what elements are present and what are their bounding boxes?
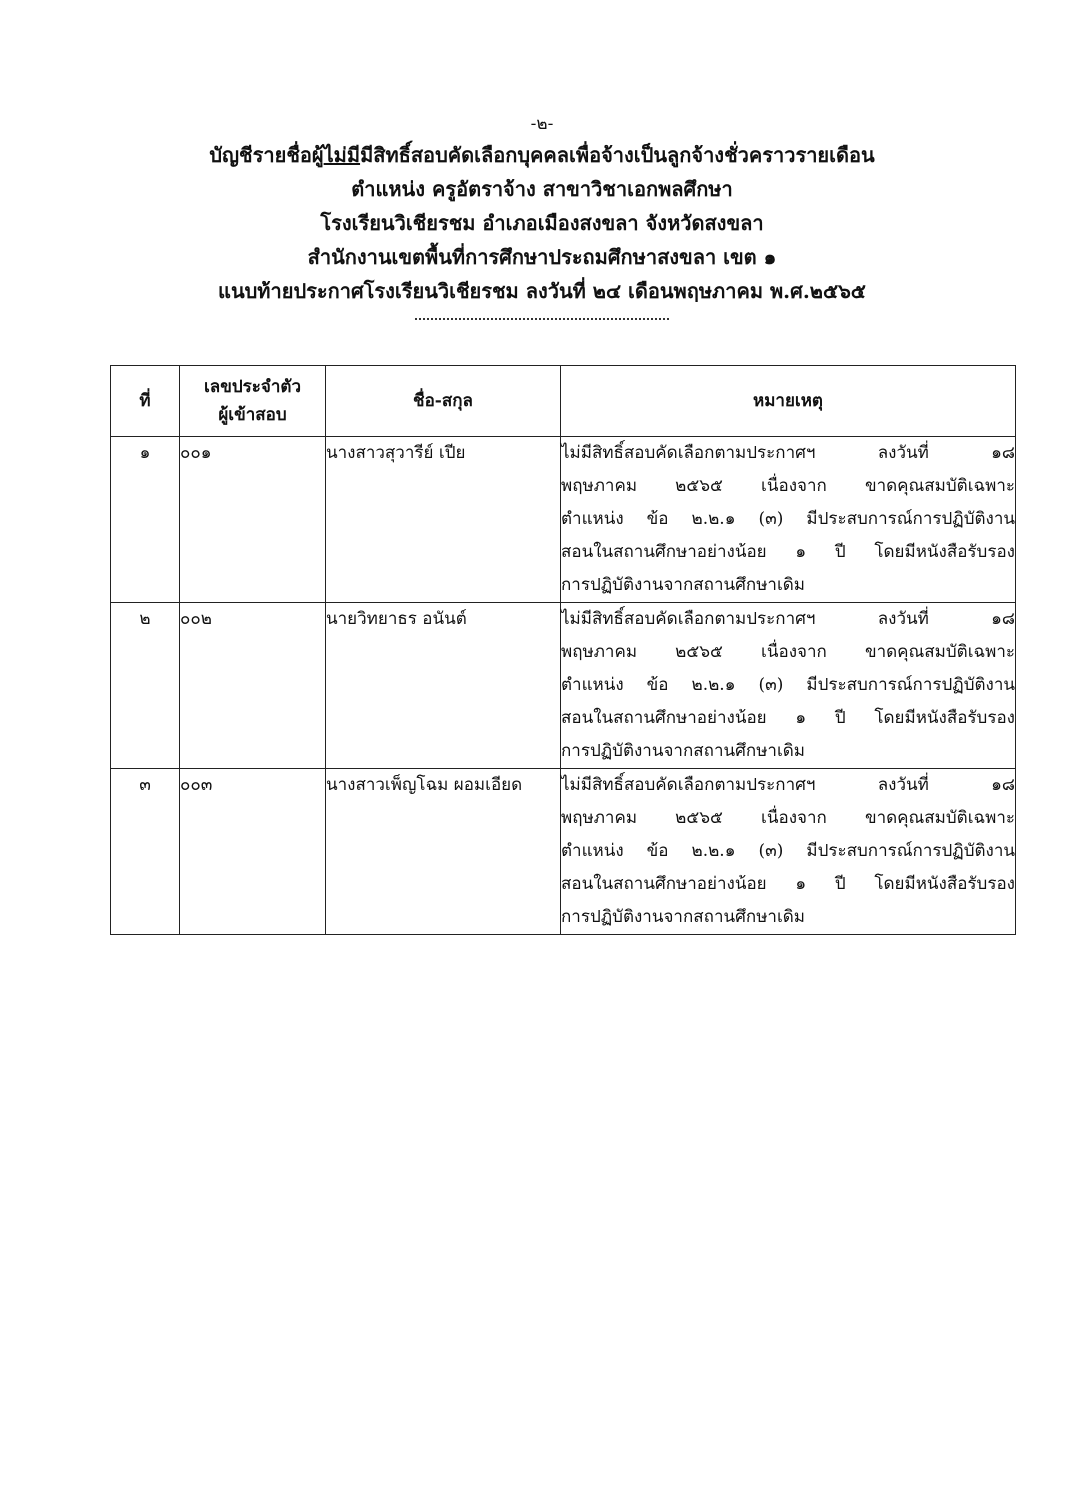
title-line-1-post: มีสิทธิ์สอบคัดเลือกบุคคลเพื่อจ้างเป็นลูกจ้างชั่วคราวรายเดือน <box>360 143 875 167</box>
remark-line: การปฏิบัติงานจากสถานศึกษาเดิม <box>561 575 806 595</box>
header-exam-id-line-1: เลขประจำตัว <box>204 377 301 397</box>
remark-line: การปฏิบัติงานจากสถานศึกษาเดิม <box>561 741 806 761</box>
cell-exam-id: ๐๐๒ <box>180 603 326 769</box>
header-name: ชื่อ-สกุล <box>326 366 561 437</box>
cell-no: ๓ <box>111 769 180 935</box>
header-no: ที่ <box>111 366 180 437</box>
remark-line: ตำแหน่ง ข้อ ๒.๒.๑ (๓) มีประสบการณ์การปฏิบัติงาน <box>561 675 1015 695</box>
table-header-row <box>111 366 1016 437</box>
header-remark: หมายเหตุ <box>561 366 1016 437</box>
title-line-1 <box>0 138 1084 172</box>
cell-no: ๒ <box>111 603 180 769</box>
remark-line: ตำแหน่ง ข้อ ๒.๒.๑ (๓) มีประสบการณ์การปฏิบัติงาน <box>561 841 1015 861</box>
title-line-2: ตำแหน่ง ครูอัตราจ้าง สาขาวิชาเอกพลศึกษา <box>351 177 733 201</box>
cell-remark <box>561 603 1016 769</box>
cell-remark <box>561 769 1016 935</box>
title-line-4: สำนักงานเขตพื้นที่การศึกษาประถมศึกษาสงขลา เขต ๑ <box>307 245 777 269</box>
remark-line: ไม่มีสิทธิ์สอบคัดเลือกตามประกาศฯ ลงวันที่ ๑๘ <box>561 609 1015 629</box>
title-line-3: โรงเรียนวิเชียรชม อำเภอเมืองสงขลา จังหวัดสงขลา <box>320 211 764 235</box>
header-exam-id <box>180 366 326 437</box>
title-line-1-pre: บัญชีรายชื่อผู้ <box>209 143 324 167</box>
remark-line: การปฏิบัติงานจากสถานศึกษาเดิม <box>561 907 806 927</box>
cell-no: ๑ <box>111 437 180 603</box>
remark-line: พฤษภาคม ๒๕๖๕ เนื่องจาก ขาดคุณสมบัติเฉพาะ <box>561 808 1015 828</box>
remark-line: สอนในสถานศึกษาอย่างน้อย ๑ ปี โดยมีหนังสือรับรอง <box>561 874 1015 894</box>
table-row <box>111 437 1016 603</box>
dotted-separator <box>415 318 669 320</box>
remark-line: พฤษภาคม ๒๕๖๕ เนื่องจาก ขาดคุณสมบัติเฉพาะ <box>561 476 1015 496</box>
table-row <box>111 603 1016 769</box>
remark-line: ไม่มีสิทธิ์สอบคัดเลือกตามประกาศฯ ลงวันที่ ๑๘ <box>561 775 1015 795</box>
title-line-1-underlined: ไม่มี <box>323 143 361 167</box>
cell-name: นางสาวเพ็ญโฉม ผอมเอียด <box>326 769 561 935</box>
remark-line: ไม่มีสิทธิ์สอบคัดเลือกตามประกาศฯ ลงวันที่ ๑๘ <box>561 443 1015 463</box>
title-line-5: แนบท้ายประกาศโรงเรียนวิเชียรชม ลงวันที่ ๒๔ เดือนพฤษภาคม พ.ศ.๒๕๖๕ <box>218 279 866 303</box>
cell-exam-id: ๐๐๓ <box>180 769 326 935</box>
remark-line: สอนในสถานศึกษาอย่างน้อย ๑ ปี โดยมีหนังสือรับรอง <box>561 708 1015 728</box>
cell-remark <box>561 437 1016 603</box>
table-row <box>111 769 1016 935</box>
header-exam-id-line-2: ผู้เข้าสอบ <box>218 405 287 425</box>
remark-line: พฤษภาคม ๒๕๖๕ เนื่องจาก ขาดคุณสมบัติเฉพาะ <box>561 642 1015 662</box>
cell-name: นายวิทยาธร อนันต์ <box>326 603 561 769</box>
cell-name: นางสาวสุวารีย์ เปีย <box>326 437 561 603</box>
page-number: -๒- <box>530 114 554 134</box>
remark-line: สอนในสถานศึกษาอย่างน้อย ๑ ปี โดยมีหนังสือรับรอง <box>561 542 1015 562</box>
candidate-table <box>110 365 1016 935</box>
cell-exam-id: ๐๐๑ <box>180 437 326 603</box>
remark-line: ตำแหน่ง ข้อ ๒.๒.๑ (๓) มีประสบการณ์การปฏิบัติงาน <box>561 509 1015 529</box>
document-header <box>0 110 1084 320</box>
